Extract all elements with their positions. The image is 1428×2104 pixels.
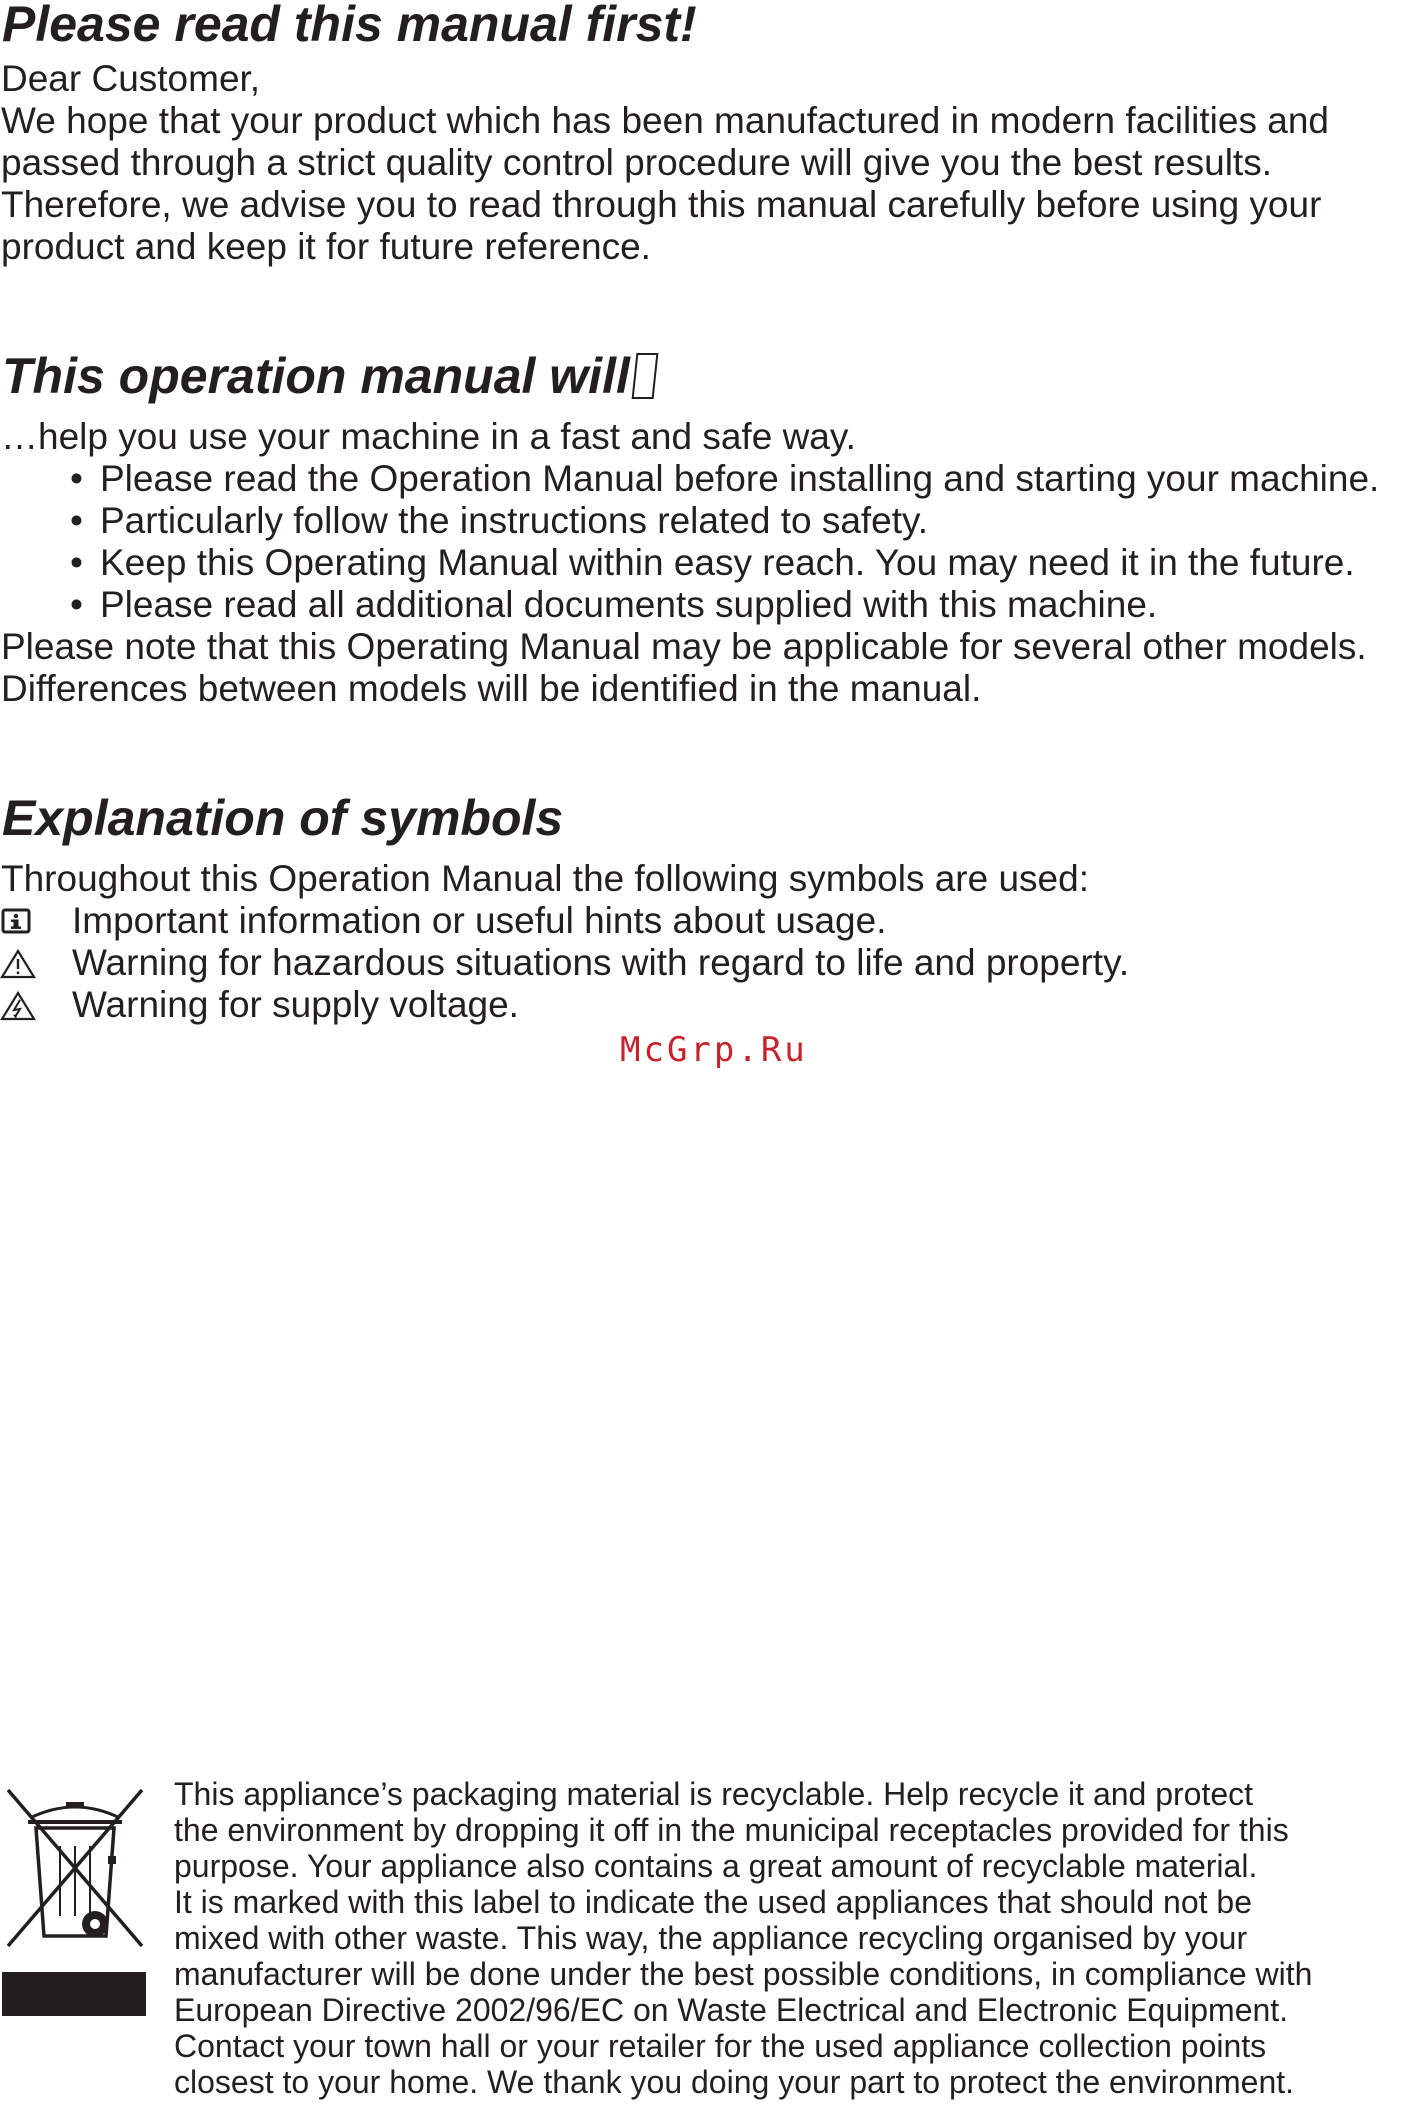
bullet-icon: • xyxy=(70,458,83,499)
paragraph-line: European Directive 2002/96/EC on Waste Electrical and Electronic Equipment. xyxy=(174,1992,1289,2028)
paragraph-line: …help you use your machine in a fast and safe way. xyxy=(1,416,856,457)
intro-paragraph xyxy=(1,58,1329,268)
symbols-intro xyxy=(1,858,1089,900)
list-item xyxy=(70,584,1379,626)
recycling-paragraph xyxy=(174,1776,1312,2100)
paragraph-line: Differences between models will be identified in the manual. xyxy=(1,668,982,709)
bullet-icon: • xyxy=(70,500,83,541)
paragraph-line: the environment by dropping it off in the municipal receptacles provided for this xyxy=(174,1812,1289,1848)
paragraph-line: Dear Customer, xyxy=(1,58,261,99)
voltage-warning-icon xyxy=(0,991,36,1021)
section-title-manual-will xyxy=(2,348,656,404)
info-icon xyxy=(0,907,36,937)
symbol-description: Important information or useful hints about usage. xyxy=(72,900,887,941)
paragraph-line: We hope that your product which has been manufactured in modern facilities and xyxy=(1,100,1329,141)
manual-bullet-list xyxy=(70,458,1379,626)
symbol-description: Warning for supply voltage. xyxy=(72,984,519,1025)
bullet-icon: • xyxy=(70,584,83,625)
paragraph-line: Therefore, we advise you to read through this manual carefully before using your xyxy=(1,184,1322,225)
list-item-text: Please read all additional documents supplied with this machine. xyxy=(100,584,1158,625)
watermark-text: McGrp.Ru xyxy=(620,1030,808,1070)
list-item-text: Particularly follow the instructions related to safety. xyxy=(100,500,929,541)
paragraph-line: closest to your home. We thank you doing your part to protect the environment. xyxy=(174,2064,1295,2100)
paragraph-line: mixed with other waste. This way, the appliance recycling organised by your xyxy=(174,1920,1248,1956)
symbol-description: Warning for hazardous situations with regard to life and property. xyxy=(72,942,1130,983)
list-item xyxy=(70,500,1379,542)
models-note xyxy=(1,626,1367,710)
list-item-text: Keep this Operating Manual within easy reach. You may need it in the future. xyxy=(100,542,1355,583)
crossed-out-wheelie-bin-icon xyxy=(0,1776,150,2026)
symbol-item xyxy=(0,942,1129,984)
paragraph-line: manufacturer will be done under the best possible conditions, in compliance with xyxy=(174,1956,1313,1992)
heading-text: This operation manual will xyxy=(2,348,630,404)
paragraph-line: product and keep it for future reference. xyxy=(1,226,651,267)
paragraph-line: purpose. Your appliance also contains a great amount of recyclable material. xyxy=(174,1848,1258,1884)
list-item-text: Please read the Operation Manual before installing and starting your machine. xyxy=(100,458,1380,499)
section-title-symbols: Explanation of symbols xyxy=(2,790,564,846)
paragraph-line: passed through a strict quality control procedure will give you the best results. xyxy=(1,142,1272,183)
glyph-box-icon xyxy=(631,353,658,399)
paragraph-line: Please note that this Operating Manual may be applicable for several other models. xyxy=(1,626,1367,667)
paragraph-line: Throughout this Operation Manual the following symbols are used: xyxy=(1,858,1089,899)
list-item xyxy=(70,542,1379,584)
list-item xyxy=(70,458,1379,500)
paragraph-line: It is marked with this label to indicate the used appliances that should not be xyxy=(174,1884,1252,1920)
symbol-list xyxy=(0,900,1129,1026)
paragraph-line: Contact your town hall or your retailer for the used appliance collection points xyxy=(174,2028,1267,2064)
bullet-icon: • xyxy=(70,542,83,583)
section-title-read-first: Please read this manual first! xyxy=(2,0,697,52)
symbol-item xyxy=(0,900,1129,942)
paragraph-line: This appliance’s packaging material is recyclable. Help recycle it and protect xyxy=(174,1776,1254,1812)
manual-will-intro xyxy=(1,416,856,458)
warning-triangle-icon xyxy=(0,949,36,979)
symbol-item xyxy=(0,984,1129,1026)
